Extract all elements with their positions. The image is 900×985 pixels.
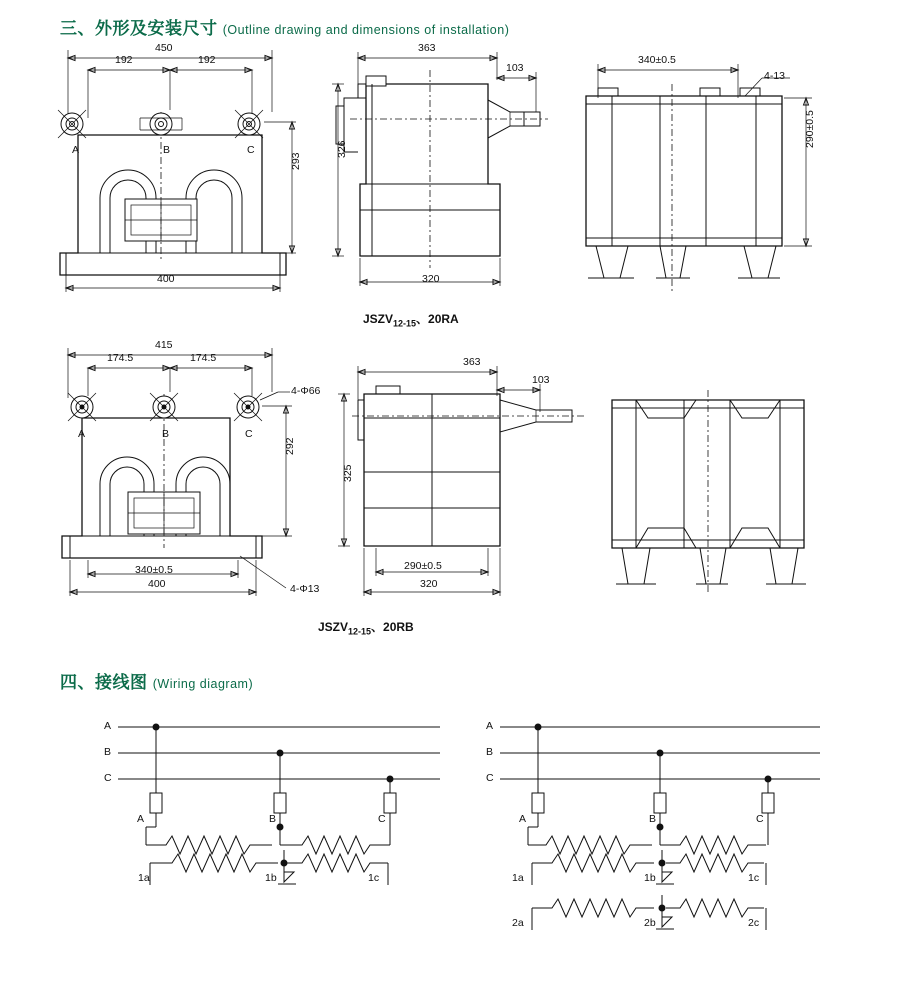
dim-rb-side-height: 325 (342, 464, 354, 482)
ra-front-phase-a: A (72, 144, 80, 156)
rb-front-hole-note-top: 4-Φ66 (291, 385, 321, 397)
dim-ra-back-top: 340±0.5 (638, 54, 676, 66)
wiring-right-line-c: C (486, 772, 494, 784)
wiring-right-primary-b: B (649, 813, 657, 825)
dim-ra-side-bottom: 320 (422, 273, 440, 285)
caption-ra (363, 310, 459, 328)
wiring-left-line-b: B (104, 746, 112, 758)
caption-ra-prefix: JSZV (363, 312, 394, 326)
wiring-right-sec-2c: 2c (748, 917, 760, 929)
dim-rb-front-inner: 340±0.5 (135, 564, 173, 576)
rb-back-view (612, 390, 806, 594)
dim-ra-front-height: 293 (290, 152, 302, 170)
rb-front-hole-note-bottom: 4-Φ13 (290, 583, 320, 595)
dim-rb-side-top: 363 (463, 356, 481, 368)
wiring-right-primary-a: A (519, 813, 527, 825)
wiring-diagram-right (500, 724, 820, 931)
dim-rb-side-inner: 290±0.5 (404, 560, 442, 572)
ra-front-view (58, 50, 296, 292)
dim-rb-front-height: 292 (284, 437, 296, 455)
dim-ra-front-left: 192 (115, 54, 133, 66)
ra-front-phase-c: C (247, 144, 255, 156)
dim-rb-front-bottom: 400 (148, 578, 166, 590)
dim-rb-side-top-small: 103 (532, 374, 550, 386)
dim-ra-side-top-small: 103 (506, 62, 524, 74)
rb-front-phase-c: C (245, 428, 253, 440)
dim-ra-side-height: 326 (336, 140, 348, 158)
wiring-right-line-b: B (486, 746, 494, 758)
rb-front-phase-a: A (78, 428, 86, 440)
wiring-right-sec-1a: 1a (512, 872, 524, 884)
wiring-left-primary-c: C (378, 813, 386, 825)
caption-rb-prefix: JSZV (318, 620, 349, 634)
wiring-left-sec-1c: 1c (368, 872, 380, 884)
wiring-left-primary-b: B (269, 813, 277, 825)
ra-back-hole-note: 4-13 (764, 70, 786, 82)
rb-front-phase-b: B (162, 428, 170, 440)
dim-rb-side-bottom: 320 (420, 578, 438, 590)
dim-ra-front-right: 192 (198, 54, 216, 66)
dim-ra-front-bottom: 400 (157, 273, 175, 285)
dim-ra-side-top: 363 (418, 42, 436, 54)
caption-rb-sub: 12-15 (348, 626, 372, 637)
wiring-left-sec-1b: 1b (265, 872, 277, 884)
dim-rb-front-left: 174.5 (107, 352, 134, 364)
rb-front-view (62, 348, 292, 596)
caption-rb-suffix: 、20RB (371, 620, 414, 634)
wiring-left-line-a: A (104, 720, 112, 732)
section-title-wiring (60, 668, 253, 693)
dim-ra-front-total: 450 (155, 42, 173, 54)
dim-rb-front-total: 415 (155, 339, 173, 351)
wiring-right-primary-c: C (756, 813, 764, 825)
caption-rb (318, 618, 414, 636)
rb-side-view (338, 366, 586, 596)
caption-ra-suffix: 、20RA (416, 312, 459, 326)
wiring-right-line-a: A (486, 720, 494, 732)
section-title-outline-zh: 三、外形及安装尺寸 (60, 19, 218, 38)
wiring-left-line-c: C (104, 772, 112, 784)
section-title-wiring-zh: 四、接线图 (60, 673, 148, 692)
wiring-right-sec-1b: 1b (644, 872, 656, 884)
wiring-right-sec-2b: 2b (644, 917, 656, 929)
ra-back-view (586, 64, 812, 292)
section-title-wiring-en: (Wiring diagram) (152, 677, 254, 691)
wiring-left-primary-a: A (137, 813, 145, 825)
wiring-right-sec-2a: 2a (512, 917, 524, 929)
caption-ra-sub: 12-15 (393, 318, 417, 329)
section-title-outline-en: (Outline drawing and dimensions of installation) (222, 23, 510, 37)
dim-ra-back-height: 290±0.5 (804, 110, 816, 148)
ra-front-phase-b: B (163, 144, 171, 156)
wiring-left-sec-1a: 1a (138, 872, 150, 884)
wiring-diagram-left (118, 724, 440, 886)
ra-side-view (332, 52, 548, 286)
dim-rb-front-right: 174.5 (190, 352, 217, 364)
wiring-right-sec-1c: 1c (748, 872, 760, 884)
